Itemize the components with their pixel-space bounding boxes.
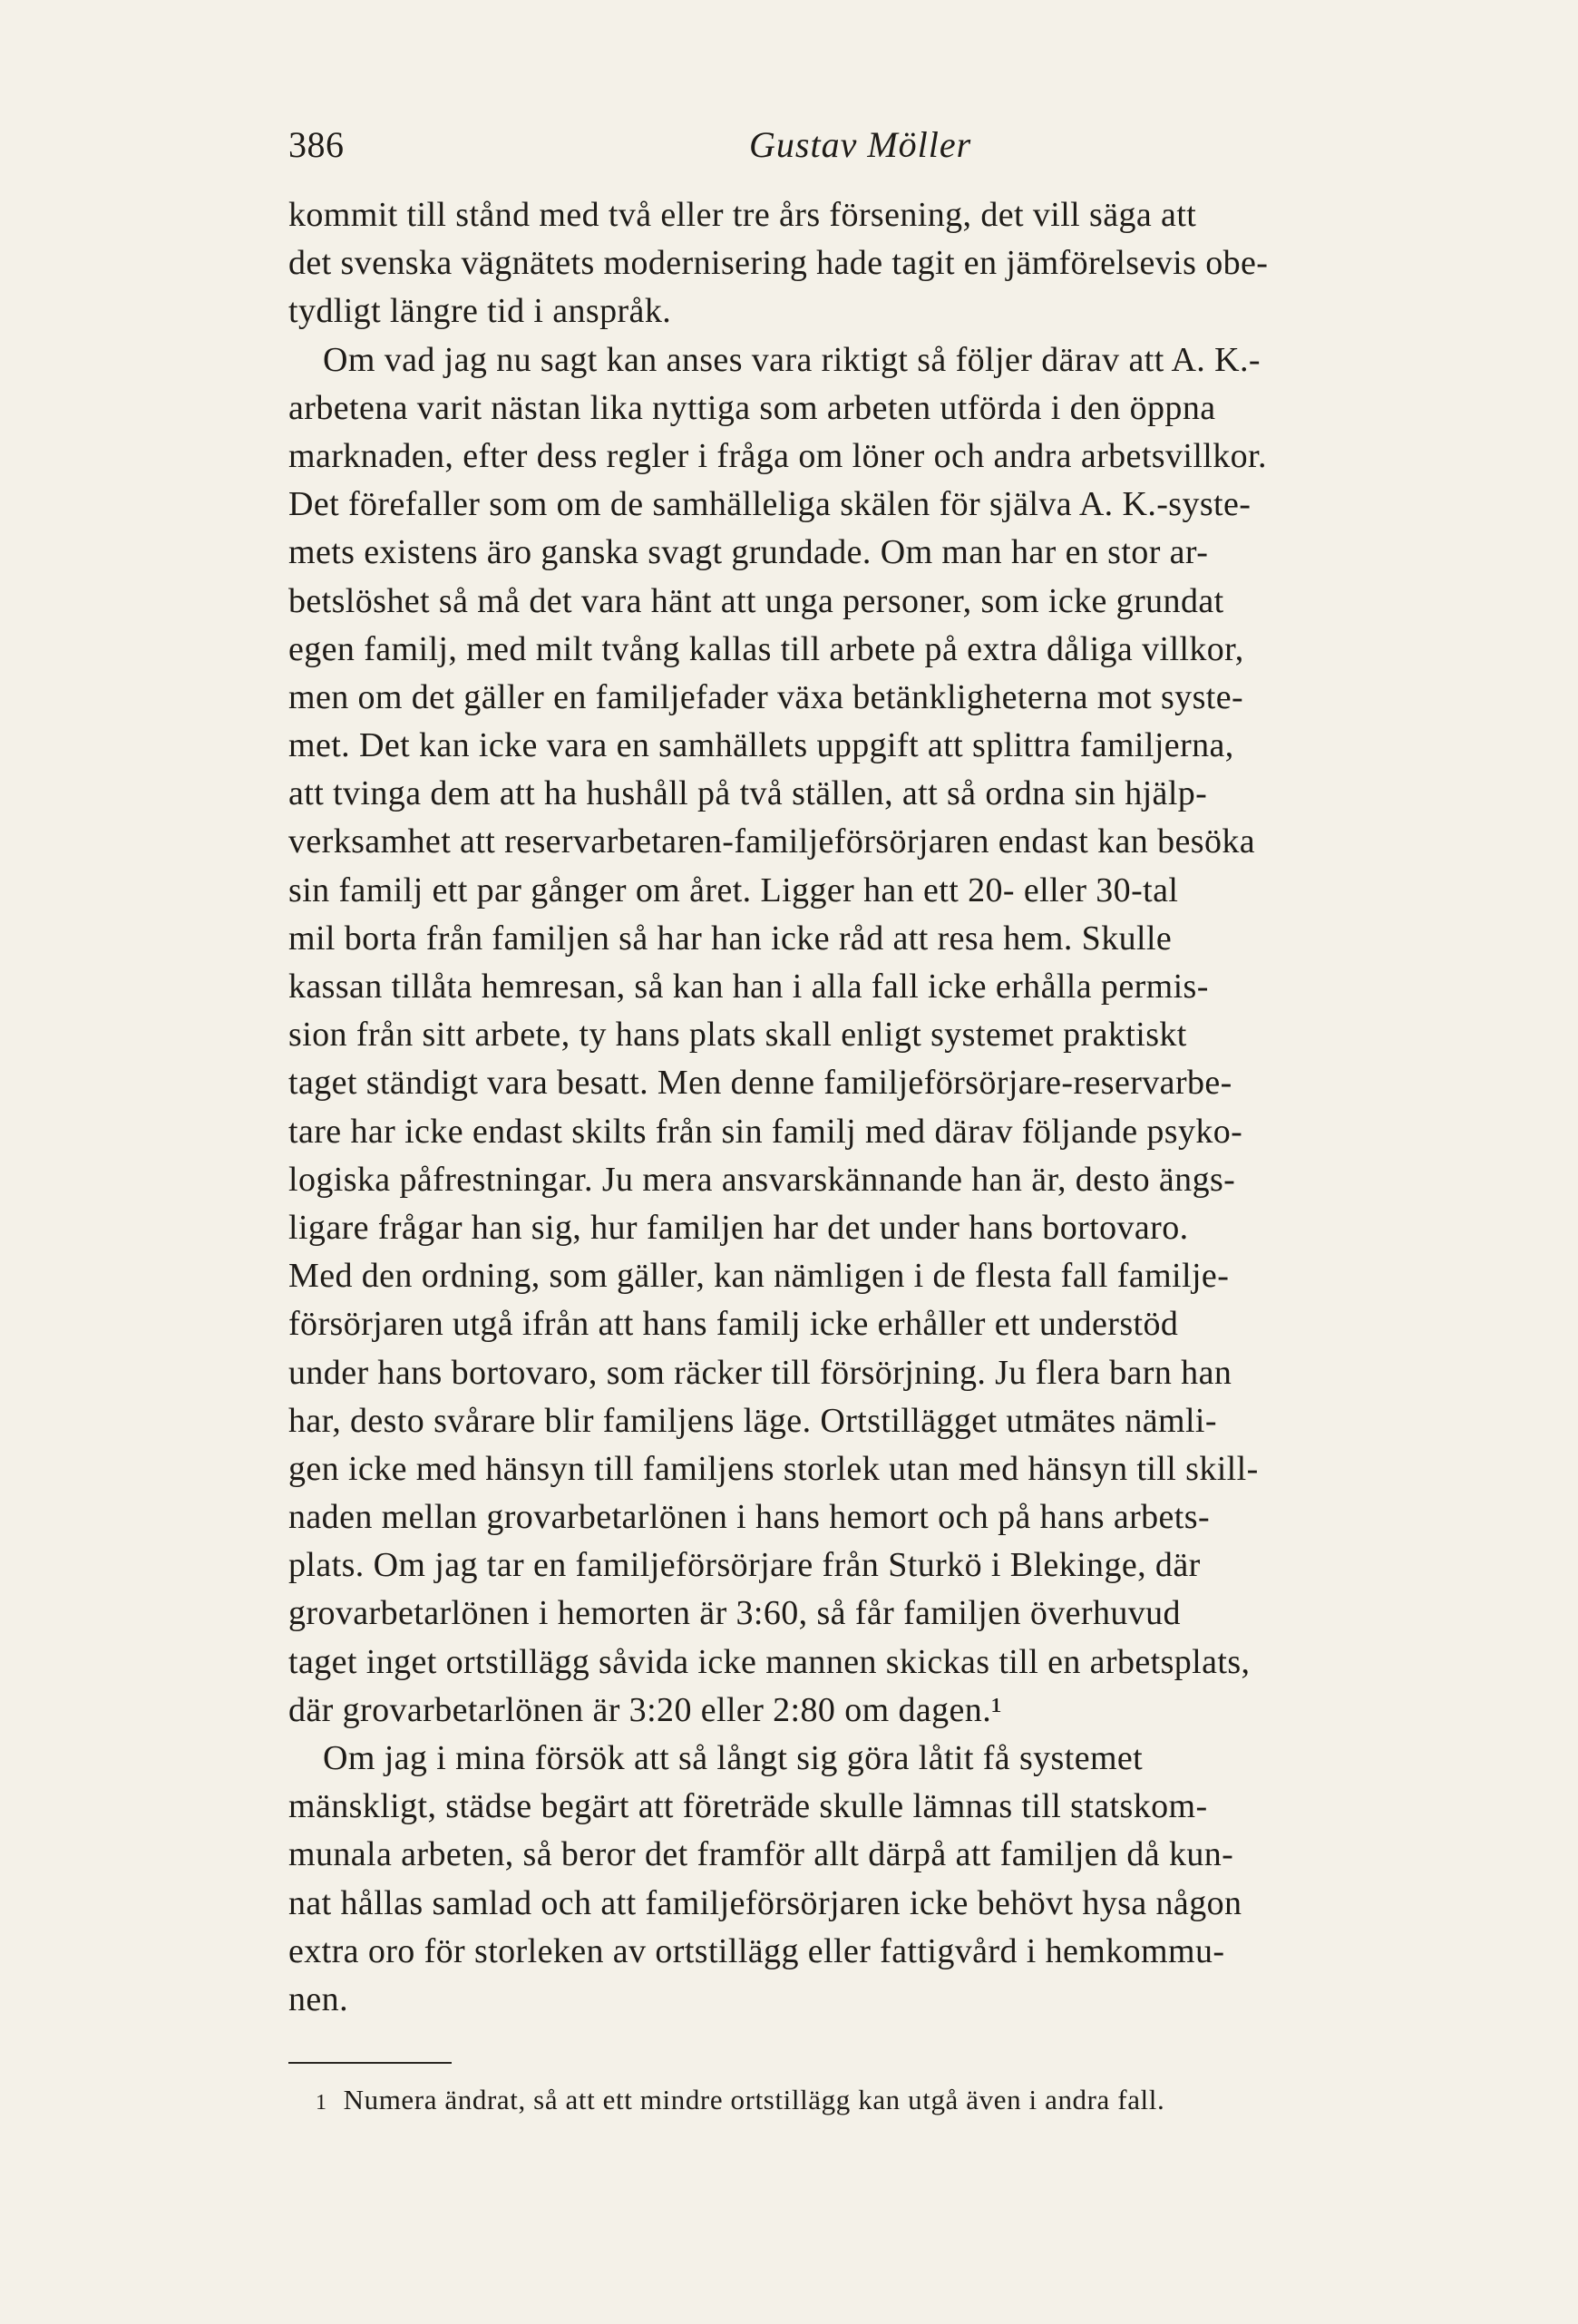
text-line: naden mellan grovarbetarlönen i hans hemort och på hans arbets- bbox=[288, 1498, 1211, 1537]
text-line: har, desto svårare blir familjens läge. Ortstillägget utmätes nämli- bbox=[288, 1401, 1217, 1440]
text-line: kommit till stånd med två eller tre års försening, det vill säga att bbox=[288, 196, 1197, 234]
text-line: Om vad jag nu sagt kan anses vara riktigt så följer därav att A. K.- bbox=[323, 340, 1261, 379]
text-line: taget ständigt vara besatt. Men denne familjeförsörjare-reservarbe- bbox=[288, 1064, 1232, 1103]
text-line: met. Det kan icke vara en samhällets uppgift att splittra familjerna, bbox=[288, 726, 1234, 765]
text-line: logiska påfrestningar. Ju mera ansvarskännande han är, desto ängs- bbox=[288, 1160, 1236, 1199]
text-line: verksamhet att reservarbetaren-familjeförsörjaren endast kan besöka bbox=[288, 822, 1256, 861]
text-line: att tvinga dem att ha hushåll på två ställen, att så ordna sin hjälp- bbox=[288, 774, 1208, 813]
text-line: mänskligt, städse begärt att företräde skulle lämnas till statskom- bbox=[288, 1787, 1208, 1826]
footnote-text: Numera ändrat, så att ett mindre ortstillägg kan utgå även i andra fall. bbox=[343, 2084, 1165, 2115]
text-line: munala arbeten, så beror det framför allt därpå att familjen då kun- bbox=[288, 1835, 1234, 1874]
text-line: plats. Om jag tar en familjeförsörjare från Sturkö i Blekinge, där bbox=[288, 1546, 1201, 1585]
text-line: marknaden, efter dess regler i fråga om löner och andra arbetsvillkor. bbox=[288, 436, 1267, 475]
text-line: tare har icke endast skilts från sin familj med därav följande psyko- bbox=[288, 1112, 1243, 1151]
text-line: men om det gäller en familjefader växa betänkligheterna mot syste- bbox=[288, 677, 1244, 716]
text-line: sin familj ett par gånger om året. Ligger han ett 20- eller 30-tal bbox=[288, 870, 1179, 909]
body-text bbox=[288, 191, 1449, 2024]
text-line: försörjaren utgå ifrån att hans familj icke erhåller ett understöd bbox=[288, 1305, 1179, 1344]
text-line: där grovarbetarlönen är 3:20 eller 2:80 om dagen.¹ bbox=[288, 1690, 1002, 1729]
text-line: under hans bortovaro, som räcker till försörjning. Ju flera barn han bbox=[288, 1353, 1232, 1392]
text-line: mets existens äro ganska svagt grundade. Om man har en stor ar- bbox=[288, 533, 1209, 572]
text-line: kassan tillåta hemresan, så kan han i alla fall icke erhålla permis- bbox=[288, 968, 1209, 1006]
page-number: 386 bbox=[288, 124, 345, 165]
text-line: extra oro för storleken av ortstillägg eller fattigvård i hemkommu- bbox=[288, 1931, 1225, 1970]
text-line: taget inget ortstillägg såvida icke mannen skickas till en arbetsplats, bbox=[288, 1642, 1251, 1681]
text-line: nat hållas samlad och att familjeförsörjaren icke behövt hysa någon bbox=[288, 1883, 1242, 1922]
text-line: grovarbetarlönen i hemorten är 3:60, så får familjen överhuvud bbox=[288, 1594, 1181, 1633]
text-line: gen icke med hänsyn till familjens storlek utan med hänsyn till skill- bbox=[288, 1449, 1259, 1488]
page-header bbox=[288, 116, 1449, 170]
running-head: Gustav Möller bbox=[749, 124, 972, 165]
text-line: Om jag i mina försök att så långt sig göra låtit få systemet bbox=[323, 1739, 1144, 1777]
text-line: tydligt längre tid i anspråk. bbox=[288, 292, 672, 331]
text-line: arbetena varit nästan lika nyttiga som arbeten utförda i den öppna bbox=[288, 388, 1216, 427]
text-line: Det förefaller som om de samhälleliga skälen för själva A. K.-syste- bbox=[288, 485, 1252, 524]
footnote-rule bbox=[288, 2062, 452, 2064]
text-line: sion från sitt arbete, ty hans plats skall enligt systemet praktiskt bbox=[288, 1016, 1187, 1055]
text-line: nen. bbox=[288, 1979, 348, 2018]
text-line: det svenska vägnätets modernisering hade tagit en jämförelsevis obe- bbox=[288, 244, 1269, 283]
footnote bbox=[316, 2084, 1164, 2116]
text-line: ligare frågar han sig, hur familjen har det under hans bortovaro. bbox=[288, 1208, 1189, 1247]
text-line: mil borta från familjen så har han icke råd att resa hem. Skulle bbox=[288, 919, 1173, 958]
text-line: egen familj, med milt tvång kallas till arbete på extra dåliga villkor, bbox=[288, 629, 1244, 668]
text-line: Med den ordning, som gäller, kan nämligen i de flesta fall familje- bbox=[288, 1257, 1230, 1296]
text-line: betslöshet så må det vara hänt att unga personer, som icke grundat bbox=[288, 581, 1224, 620]
footnote-marker: 1 bbox=[316, 2091, 327, 2115]
